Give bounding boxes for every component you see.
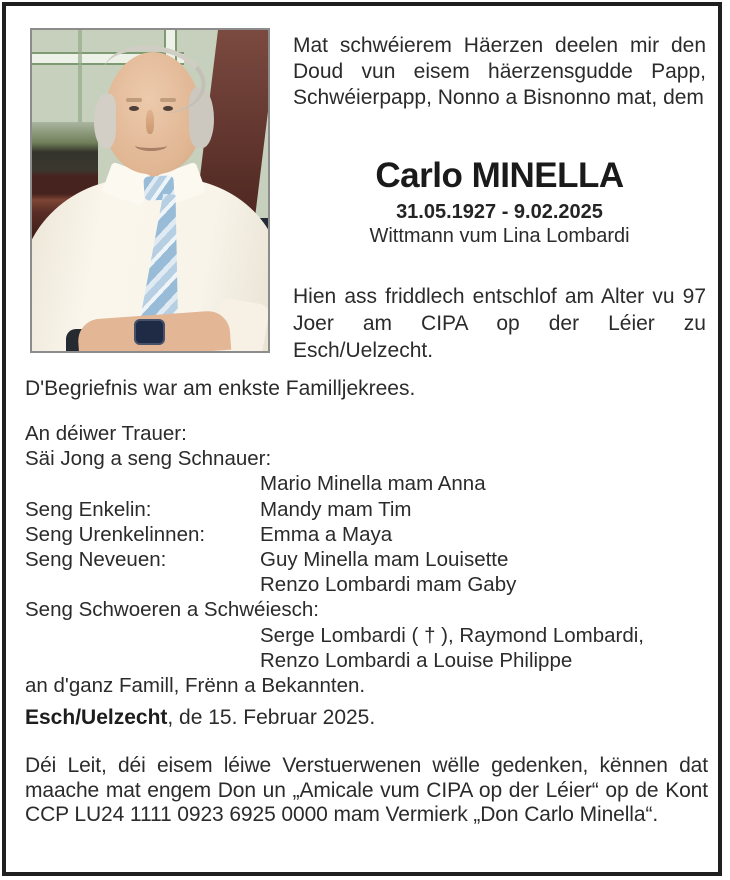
- family-value: [260, 446, 710, 471]
- intro-paragraph: Mat schwéierem Häerzen deelen mir den Doud vun eisem häerzensgudde Papp, Schwéierpapp, Nonno a Bisnonno mat, dem: [293, 34, 706, 109]
- family-value: [260, 421, 710, 446]
- family-value: Mario Minella mam Anna: [260, 472, 486, 496]
- family-row: [25, 446, 710, 471]
- photo-eye-right: [163, 106, 173, 111]
- family-label: [25, 471, 260, 496]
- family-label: Seng Neveuen:: [25, 548, 167, 572]
- photo-wristwatch: [134, 319, 165, 345]
- family-label: Seng Urenkelinnen:: [25, 522, 206, 546]
- funeral-note: D'Begriefnis war am enkste Familljekrees.: [25, 377, 416, 400]
- photo-eyebrow-left: [126, 98, 142, 102]
- family-label: [25, 572, 260, 597]
- family-row: [25, 421, 710, 446]
- photo-hair-left: [94, 94, 116, 148]
- family-label: [25, 648, 260, 673]
- family-value: [260, 597, 710, 622]
- family-row: [25, 547, 710, 572]
- family-row: [25, 471, 710, 496]
- family-row: [25, 597, 710, 622]
- photo-frame-line: [78, 30, 82, 125]
- family-label: [25, 623, 260, 648]
- family-row: [25, 648, 710, 673]
- place-date-rest: , de 15. Februar 2025.: [167, 706, 376, 729]
- family-closing-row: [25, 673, 710, 698]
- family-row: [25, 623, 710, 648]
- place-date-line: [25, 706, 707, 730]
- deceased-name: Carlo MINELLA: [375, 156, 624, 195]
- family-value: Emma a Maya: [260, 522, 393, 546]
- relation-line: Wittmann vum Lina Lombardi: [369, 225, 630, 247]
- portrait-photo: [30, 28, 270, 353]
- place-name: Esch/Uelzecht: [25, 706, 168, 729]
- family-value: Serge Lombardi ( † ), Raymond Lombardi,: [260, 623, 644, 647]
- donation-paragraph: Déi Leit, déi eisem léiwe Verstuerwenen wëlle gedenken, kënnen dat maache mat engem Don un „Amicale vum CIPA op der Léier“ op de Kont CCP LU24 1111 0923 6925 0000 mam Vermierk „Don Carlo Minella“.: [25, 754, 708, 827]
- family-row: [25, 497, 710, 522]
- family-value: Guy Minella mam Louisette: [260, 548, 509, 572]
- death-paragraph: Hien ass friddlech entschlof am Alter vu 97 Joer am CIPA op der Léier zu Esch/Uelzecht.: [293, 285, 706, 362]
- family-block: [25, 421, 710, 698]
- photo-eyebrow-right: [160, 98, 176, 102]
- family-value: Renzo Lombardi mam Gaby: [260, 573, 517, 597]
- family-row: [25, 522, 710, 547]
- family-value: Mandy mam Tim: [260, 497, 412, 521]
- family-label: Seng Schwoeren a Schwéiesch:: [25, 598, 320, 622]
- photo-mouth: [135, 140, 167, 151]
- family-label: Seng Enkelin:: [25, 497, 152, 521]
- photo-nose: [146, 110, 154, 134]
- family-label: An déiwer Trauer:: [25, 422, 187, 445]
- life-dates: 31.05.1927 - 9.02.2025: [396, 201, 603, 223]
- family-row: [25, 572, 710, 597]
- family-label: Säi Jong a seng Schnauer:: [25, 447, 272, 471]
- photo-eye-left: [129, 106, 139, 111]
- family-closing: an d'ganz Famill, Frënn a Bekannten.: [25, 674, 366, 698]
- family-value: Renzo Lombardi a Louise Philippe: [260, 648, 573, 672]
- family-value: [260, 673, 710, 698]
